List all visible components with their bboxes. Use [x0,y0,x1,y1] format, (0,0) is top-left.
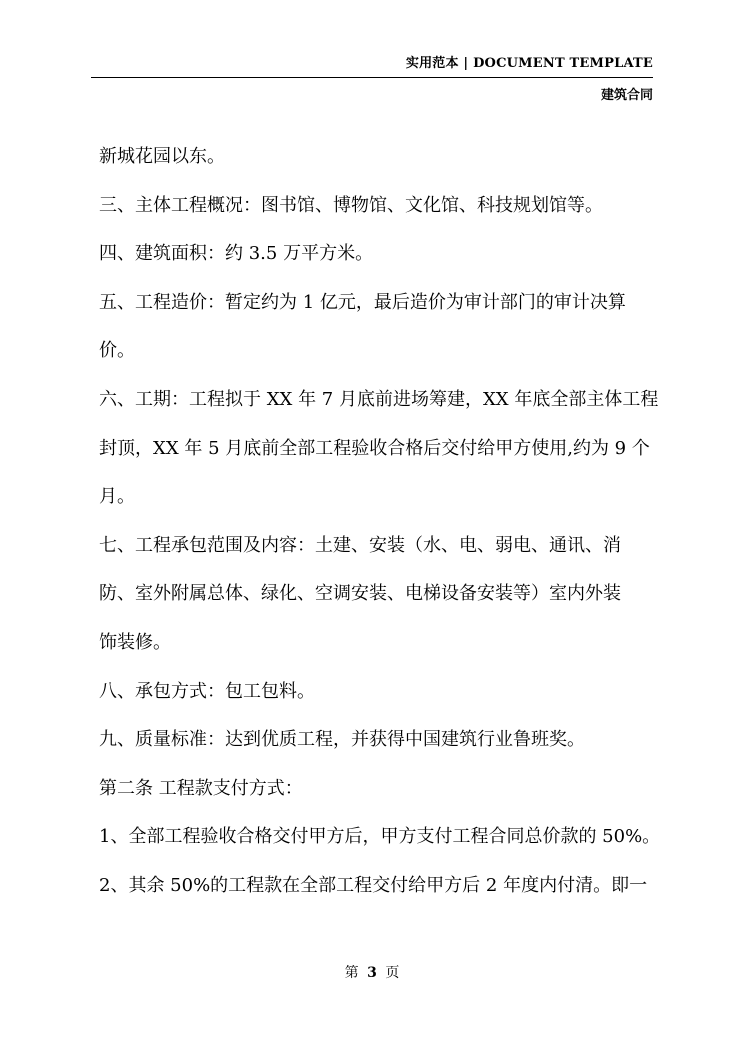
header-divider [91,77,653,78]
text-line: 八、承包方式：包工包料。 [99,680,315,702]
text-line: 饰装修。 [99,631,171,653]
document-header-subtitle: 建筑合同 [600,88,653,103]
text-line: 封顶，XX 年 5 月底前全部工程验收合格后交付给甲方使用,约为 9 个 [99,437,650,459]
text-line: 月。 [99,486,135,508]
contract-body [99,139,661,917]
page-number: 3 [367,965,377,981]
text-line: 五、工程造价：暂定约为 1 亿元，最后造价为审计部门的审计决算 [99,291,626,313]
text-line: 价。 [99,340,135,362]
section-heading: 第二条 工程款支付方式： [99,777,303,799]
text-line: 六、工期：工程拟于 XX 年 7 月底前进场筹建，XX 年底全部主体工程 [99,388,659,410]
document-header-title: 实用范本 | DOCUMENT TEMPLATE [405,56,653,71]
text-line: 防、室外附属总体、绿化、空调安装、电梯设备安装等）室内外装 [99,583,621,605]
text-line: 三、主体工程概况：图书馆、博物馆、文化馆、科技规划馆等。 [99,194,603,216]
text-line: 2、其余 50%的工程款在全部工程交付给甲方后 2 年度内付清。即一 [99,874,648,896]
text-line: 七、工程承包范围及内容：土建、安装（水、电、弱电、通讯、消 [99,534,621,556]
footer-prefix: 第 [344,965,359,981]
text-line: 新城花园以东。 [99,146,225,167]
text-line: 1、全部工程验收合格交付甲方后，甲方支付工程合同总价款的 50%。 [99,826,661,848]
page-footer [0,962,744,982]
footer-suffix: 页 [385,965,400,981]
text-line: 四、建筑面积：约 3.5 万平方米。 [99,243,374,265]
text-line: 九、质量标准：达到优质工程，并获得中国建筑行业鲁班奖。 [99,729,585,751]
